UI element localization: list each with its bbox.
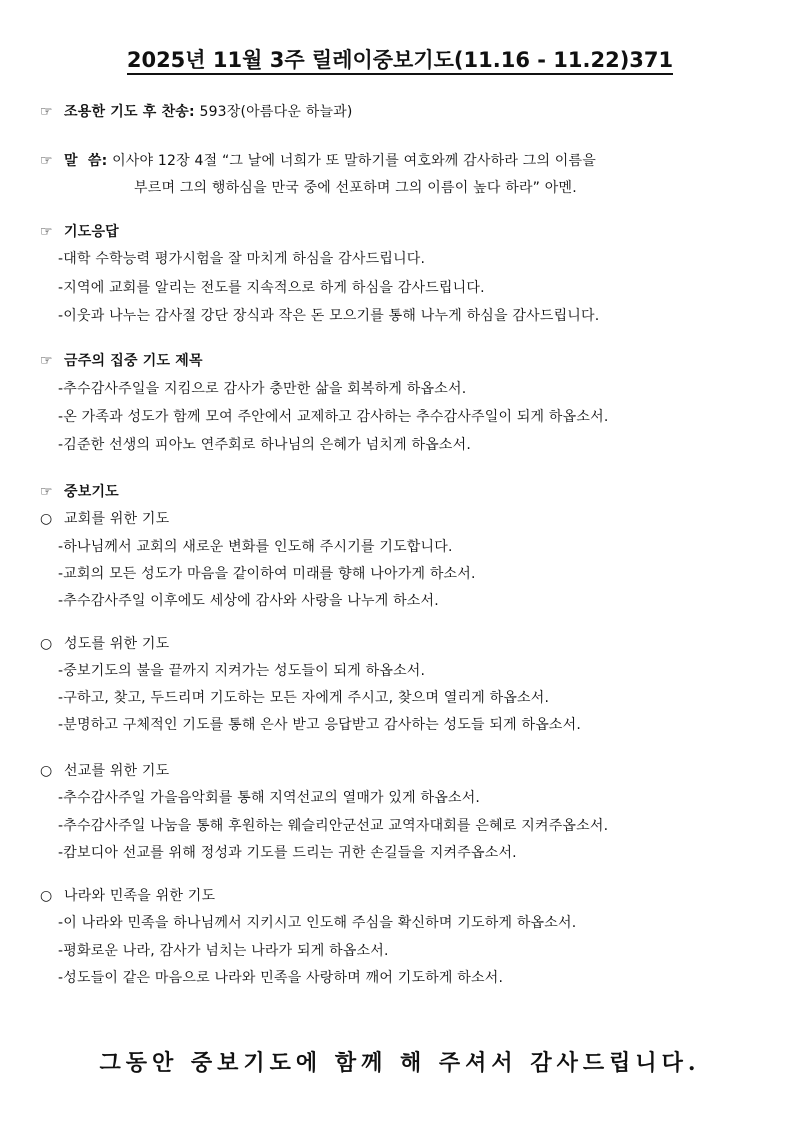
focus-heading-text: 금주의 집중 기도 제목 [64, 353, 203, 369]
prayer-item: -성도들이 같은 마음으로 나라와 민족을 사랑하며 깨어 기도하게 하소서. [58, 970, 504, 986]
answered-heading-text: 기도응답 [64, 224, 119, 240]
prayer-item: -이 나라와 민족을 하나님께서 지키시고 인도해 주심을 확신하며 기도하게 하옵소서. [58, 915, 577, 931]
answered-item: -대학 수학능력 평가시험을 잘 마치게 하심을 감사드립니다. [58, 251, 426, 267]
prayer-item: -캄보디아 선교를 위해 정성과 기도를 드리는 귀한 손길들을 지켜주옵소서. [58, 845, 517, 861]
prayer-item: -추수감사주일 가을음악회를 통해 지역선교의 열매가 있게 하옵소서. [58, 790, 481, 806]
circle-bullet-icon: ○ [40, 763, 53, 779]
intercession-heading-text: 중보기도 [64, 484, 119, 500]
scripture-line-1 [40, 150, 596, 170]
focus-item: -추수감사주일을 지킴으로 감사가 충만한 삶을 회복하게 하옵소서. [58, 381, 467, 397]
pointing-hand-icon: ☞ [40, 484, 53, 500]
page-title [0, 44, 800, 74]
group-title-text: 성도를 위한 기도 [64, 636, 170, 652]
circle-bullet-icon: ○ [40, 636, 53, 652]
scripture-text-1: 이사야 12장 4절 “그 날에 너희가 또 말하기를 여호와께 감사하라 그의 이름을 [112, 153, 596, 169]
group-title-saints [40, 633, 169, 653]
prayer-item: -추수감사주일 이후에도 세상에 감사와 사랑을 나누게 하소서. [58, 593, 439, 609]
hymn-line [40, 101, 353, 121]
pointing-hand-icon: ☞ [40, 224, 53, 240]
group-title-text: 선교를 위한 기도 [64, 763, 170, 779]
pointing-hand-icon: ☞ [40, 104, 53, 120]
hymn-label: 조용한 기도 후 찬송: [64, 104, 195, 120]
focus-item: -온 가족과 성도가 함께 모여 주안에서 교제하고 감사하는 추수감사주일이 되게 하옵소서. [58, 409, 609, 425]
prayer-item: -중보기도의 불을 끝까지 지켜가는 성도들이 되게 하옵소서. [58, 663, 426, 679]
answered-heading [40, 221, 119, 241]
group-title-text: 나라와 민족을 위한 기도 [64, 888, 216, 904]
pointing-hand-icon: ☞ [40, 353, 53, 369]
intercession-heading [40, 481, 119, 501]
group-title-nation [40, 885, 215, 905]
hymn-value: 593장(아름다운 하늘과) [199, 104, 353, 120]
focus-item: -김준한 선생의 피아노 연주회로 하나님의 은혜가 넘치게 하옵소서. [58, 437, 471, 453]
circle-bullet-icon: ○ [40, 888, 53, 904]
group-title-mission [40, 760, 169, 780]
closing-message: 그동안 중보기도에 함께 해 주셔서 감사드립니다. [99, 1050, 701, 1076]
prayer-item: -교회의 모든 성도가 마음을 같이하여 미래를 향해 나아가게 하소서. [58, 566, 476, 582]
scripture-line-2: 부르며 그의 행하심을 만국 중에 선포하며 그의 이름이 높다 하라” 아멘. [134, 180, 577, 196]
pointing-hand-icon: ☞ [40, 153, 53, 169]
answered-item: -이웃과 나누는 감사절 강단 장식과 작은 돈 모으기를 통해 나누게 하심을 감사드립니다. [58, 308, 600, 324]
prayer-item: -구하고, 찾고, 두드리며 기도하는 모든 자에게 주시고, 찾으며 열리게 하옵소서. [58, 690, 550, 706]
page-title-text: 2025년 11월 3주 릴레이중보기도(11.16 - 11.22)371 [127, 48, 673, 75]
prayer-item: -평화로운 나라, 감사가 넘치는 나라가 되게 하옵소서. [58, 943, 389, 959]
prayer-item: -분명하고 구체적인 기도를 통해 은사 받고 응답받고 감사하는 성도들 되게 하옵소서. [58, 717, 582, 733]
prayer-item: -하나님께서 교회의 새로운 변화를 인도해 주시기를 기도합니다. [58, 539, 453, 555]
group-title-text: 교회를 위한 기도 [64, 511, 170, 527]
prayer-item: -추수감사주일 나눔을 통해 후원하는 웨슬리안군선교 교역자대회를 은혜로 지켜주옵소서. [58, 818, 609, 834]
focus-heading [40, 350, 203, 370]
circle-bullet-icon: ○ [40, 511, 53, 527]
group-title-church [40, 508, 169, 528]
answered-item: -지역에 교회를 알리는 전도를 지속적으로 하게 하심을 감사드립니다. [58, 280, 485, 296]
scripture-label: 말 씀: [64, 153, 108, 169]
